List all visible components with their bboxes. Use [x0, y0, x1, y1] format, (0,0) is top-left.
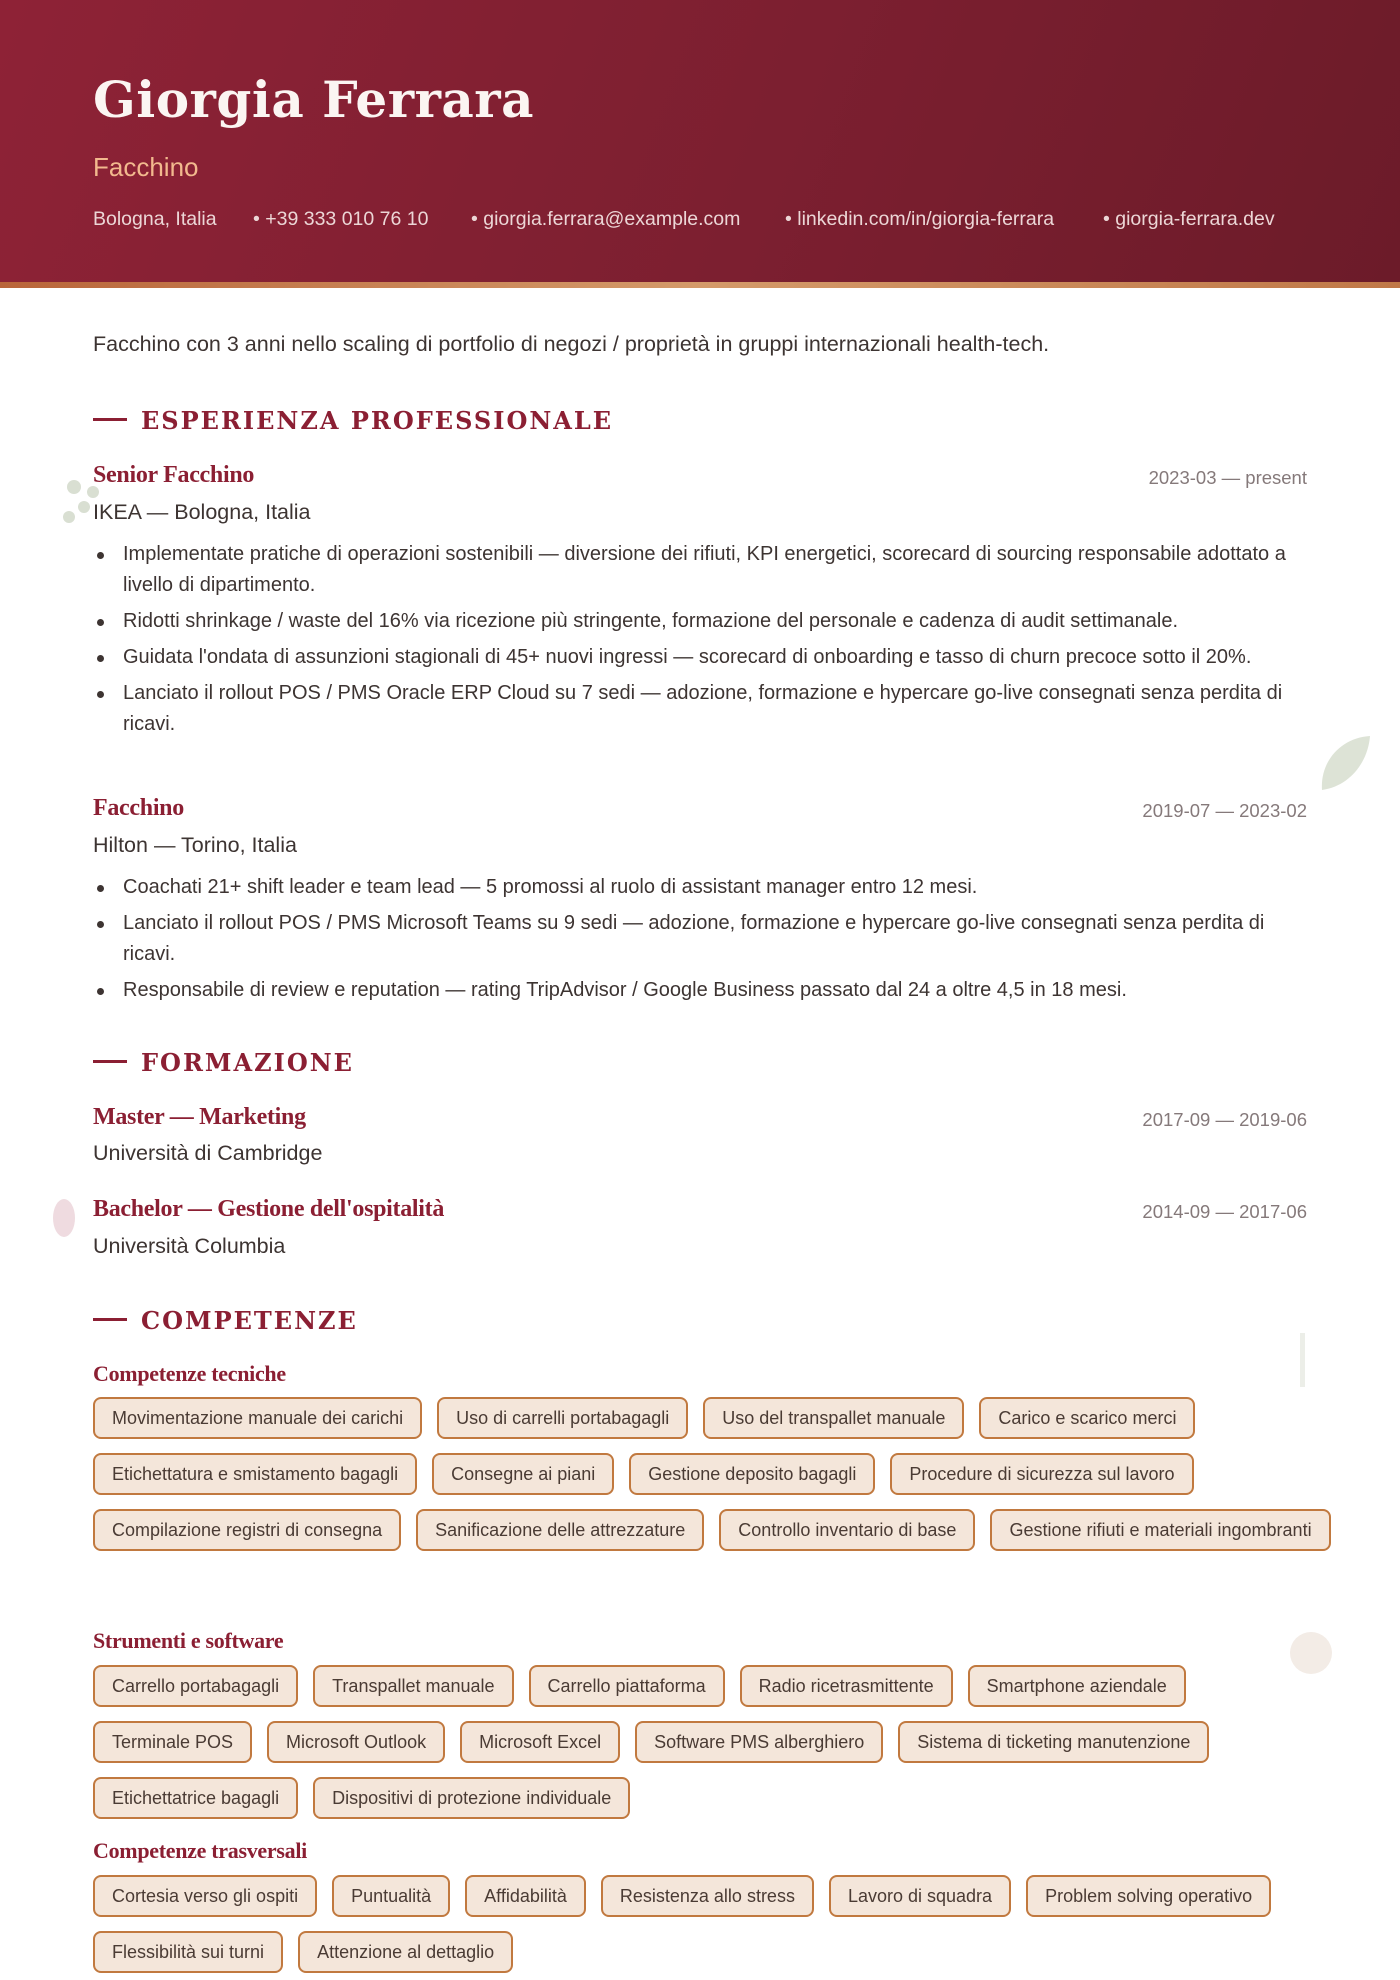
contact-linkedin[interactable]: • linkedin.com/in/giorgia-ferrara: [785, 208, 1055, 230]
section-education-title: FORMAZIONE: [93, 1048, 354, 1080]
skill-chip: Flessibilità sui turni: [93, 1931, 283, 1973]
skills-group-soft: [93, 1875, 1343, 1973]
candidate-role: Facchino: [93, 152, 199, 182]
skill-chip: Sanificazione delle attrezzature: [416, 1509, 704, 1551]
degree-dates: 2014-09 — 2017-06: [1142, 1201, 1307, 1222]
job-bullets: [93, 539, 1318, 745]
job-company: Hilton — Torino, Italia: [93, 833, 297, 857]
skill-chip: Etichettatrice bagagli: [93, 1777, 298, 1819]
bullet-item: Implementate pratiche di operazioni sostenibili — diversione dei rifiuti, KPI energetici, scorecard di sourcing responsabile adottato a livello di dipartimento.: [93, 539, 1318, 601]
job-dates: 2019-07 — 2023-02: [1142, 800, 1307, 821]
petal-decoration: [48, 1196, 80, 1240]
skills-group-technical-title: Competenze tecniche: [93, 1361, 286, 1386]
degree-school: Università Columbia: [93, 1234, 286, 1258]
skill-chip: Attenzione al dettaglio: [298, 1931, 513, 1973]
skill-chip: Carrello portabagagli: [93, 1665, 298, 1707]
skill-chip: Terminale POS: [93, 1721, 252, 1763]
job-title: Senior Facchino: [93, 462, 255, 488]
skill-chip: Radio ricetrasmittente: [740, 1665, 953, 1707]
skill-chip: Software PMS alberghiero: [635, 1721, 883, 1763]
section-bar: [93, 1060, 127, 1063]
profile-summary: Facchino con 3 anni nello scaling di portfolio di negozi / proprietà in gruppi internazionali health-tech.: [93, 332, 1050, 356]
contact-website[interactable]: • giorgia-ferrara.dev: [1103, 208, 1275, 230]
skill-chip: Consegne ai piani: [432, 1453, 614, 1495]
job-company: IKEA — Bologna, Italia: [93, 500, 311, 524]
skill-chip: Lavoro di squadra: [829, 1875, 1011, 1917]
skills-group-technical: [93, 1397, 1343, 1551]
skill-chip: Dispositivi di protezione individuale: [313, 1777, 630, 1819]
skill-chip: Controllo inventario di base: [719, 1509, 975, 1551]
candidate-name: Giorgia Ferrara: [93, 70, 535, 129]
degree-title: Bachelor — Gestione dell'ospitalità: [93, 1196, 445, 1222]
section-bar: [93, 1318, 127, 1321]
section-experience-title: ESPERIENZA PROFESSIONALE: [93, 406, 613, 438]
bullet-item: Ridotti shrinkage / waste del 16% via ricezione più stringente, formazione del personale e cadenza di audit settimanale.: [93, 606, 1318, 637]
bullet-item: Responsabile di review e reputation — rating TripAdvisor / Google Business passato dal 24 a oltre 4,5 in 18 mesi.: [93, 975, 1318, 1006]
degree-dates: 2017-09 — 2019-06: [1142, 1109, 1307, 1130]
leaf-decoration: [1314, 732, 1374, 796]
skill-chip: Sistema di ticketing manutenzione: [898, 1721, 1209, 1763]
skill-chip: Smartphone aziendale: [968, 1665, 1186, 1707]
contact-phone: • +39 333 010 76 10: [253, 208, 429, 230]
skills-group-tools: [93, 1665, 1343, 1819]
section-skills-title: COMPETENZE: [93, 1306, 358, 1338]
header-divider: [0, 282, 1400, 288]
skill-chip: Movimentazione manuale dei carichi: [93, 1397, 422, 1439]
line-decoration: [1300, 1333, 1305, 1387]
skill-chip: Carico e scarico merci: [979, 1397, 1195, 1439]
skill-chip: Cortesia verso gli ospiti: [93, 1875, 317, 1917]
degree-title: Master — Marketing: [93, 1104, 306, 1130]
bullet-item: Coachati 21+ shift leader e team lead — 5 promossi al ruolo di assistant manager entro 12 mesi.: [93, 872, 1318, 903]
skill-chip: Uso di carrelli portabagagli: [437, 1397, 688, 1439]
skill-chip: Affidabilità: [465, 1875, 586, 1917]
contact-email[interactable]: • giorgia.ferrara@example.com: [471, 208, 741, 230]
bullet-item: Guidata l'ondata di assunzioni stagionali di 45+ nuovi ingressi — scorecard di onboarding e tasso di churn precoce sotto il 20%.: [93, 642, 1318, 673]
skill-chip: Procedure di sicurezza sul lavoro: [890, 1453, 1193, 1495]
job-bullets: [93, 872, 1318, 1011]
contact-location: Bologna, Italia: [93, 208, 217, 230]
skill-chip: Compilazione registri di consegna: [93, 1509, 401, 1551]
skill-chip: Microsoft Outlook: [267, 1721, 445, 1763]
skill-chip: Transpallet manuale: [313, 1665, 513, 1707]
bullet-item: Lanciato il rollout POS / PMS Microsoft Teams su 9 sedi — adozione, formazione e hypercare go-live consegnati senza perdita di ricavi.: [93, 908, 1318, 970]
skill-chip: Microsoft Excel: [460, 1721, 620, 1763]
degree-school: Università di Cambridge: [93, 1141, 323, 1165]
skills-group-tools-title: Strumenti e software: [93, 1628, 284, 1653]
resume-header: [0, 0, 1400, 282]
skill-chip: Problem solving operativo: [1026, 1875, 1271, 1917]
skill-chip: Resistenza allo stress: [601, 1875, 814, 1917]
skill-chip: Carrello piattaforma: [529, 1665, 725, 1707]
skill-chip: Puntualità: [332, 1875, 450, 1917]
bullet-item: Lanciato il rollout POS / PMS Oracle ERP Cloud su 7 sedi — adozione, formazione e hypercare go-live consegnati senza perdita di ricavi.: [93, 678, 1318, 740]
skills-group-soft-title: Competenze trasversali: [93, 1838, 307, 1863]
job-title: Facchino: [93, 795, 184, 821]
skill-chip: Gestione deposito bagagli: [629, 1453, 875, 1495]
skill-chip: Uso del transpallet manuale: [703, 1397, 964, 1439]
skill-chip: Gestione rifiuti e materiali ingombranti: [990, 1509, 1330, 1551]
section-bar: [93, 418, 127, 421]
skill-chip: Etichettatura e smistamento bagagli: [93, 1453, 417, 1495]
job-dates: 2023-03 — present: [1148, 467, 1307, 488]
